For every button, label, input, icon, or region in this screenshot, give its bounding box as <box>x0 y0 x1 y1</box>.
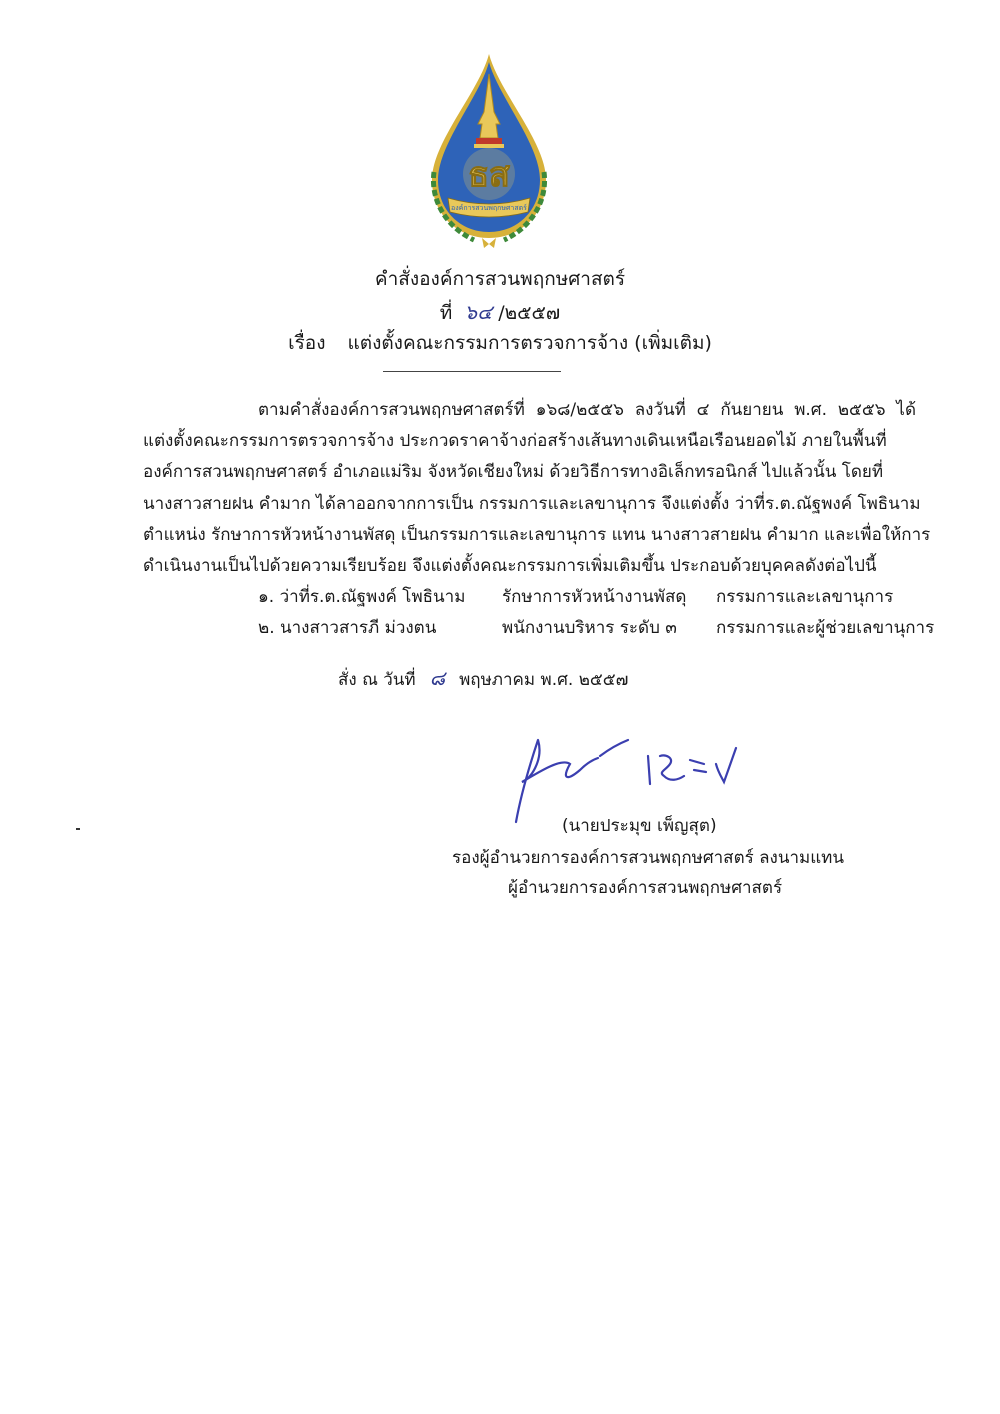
logo-bow <box>482 238 496 248</box>
date-prefix: สั่ง ณ วันที่ <box>338 670 416 690</box>
body-line-2: แต่งตั้งคณะกรรมการตรวจการจ้าง ประกวดราคาจ้างก่อสร้างเส้นทางเดินเหนือเรือนยอดไม้ ภายในพื้นที่ <box>143 431 887 451</box>
body-line-3: องค์การสวนพฤกษศาสตร์ อำเภอแม่ริม จังหวัดเชียงใหม่ ด้วยวิธีการทางอิเล็กทรอนิกส์ ไปแล้วนั้น โดยที่ <box>143 462 884 482</box>
body-line-1: ตามคำสั่งองค์การสวนพฤกษศาสตร์ที่ ๑๖๘/๒๕๕๖ ลงวันที่ ๔ กันยายน พ.ศ. ๒๕๕๖ ได้ <box>258 400 916 420</box>
member-1-role: กรรมการและเลขานุการ <box>716 587 894 607</box>
subject-text: แต่งตั้งคณะกรรมการตรวจการจ้าง (เพิ่มเติม) <box>347 332 712 354</box>
subject-label: เรื่อง <box>288 332 326 354</box>
order-number-suffix: /๒๕๕๗ <box>498 302 561 324</box>
member-2-position: พนักงานบริหาร ระดับ ๓ <box>502 618 677 638</box>
scan-speck <box>76 828 80 830</box>
logo-crown-band <box>476 138 502 144</box>
logo-crown-band-2 <box>474 144 504 148</box>
date-day-handwritten: ๘ <box>429 666 446 690</box>
signatory-title-line2: ผู้อำนวยการองค์การสวนพฤกษศาสตร์ <box>508 878 783 898</box>
order-number <box>0 296 1000 328</box>
signatory-title-line1: รองผู้อำนวยการองค์การสวนพฤกษศาสตร์ ลงนามแทน <box>452 848 845 868</box>
logo-emblem-text: ธส <box>468 155 510 195</box>
order-date <box>338 662 628 694</box>
organization-logo <box>424 52 554 252</box>
body-line-5: ตำแหน่ง รักษาการหัวหน้างานพัสดุ เป็นกรรมการและเลขานุการ แทน นางสาวสายฝน คำมาก และเพื่อให้การ <box>143 525 931 545</box>
order-subject <box>0 328 1000 358</box>
date-suffix: พฤษภาคม พ.ศ. ๒๕๕๗ <box>459 670 629 690</box>
order-title: คำสั่งองค์การสวนพฤกษศาสตร์ <box>374 268 626 290</box>
logo-ribbon-text: องค์การสวนพฤกษศาสตร์ <box>451 204 527 212</box>
member-1-name: ๑. ว่าที่ร.ต.ณัฐพงค์ โพธินาม <box>258 587 466 607</box>
member-2-role: กรรมการและผู้ช่วยเลขานุการ <box>716 618 935 638</box>
signatory-name: (นายประมุข เพ็ญสุต) <box>562 816 717 836</box>
member-1-position: รักษาการหัวหน้างานพัสดุ <box>502 587 687 607</box>
body-line-6: ดำเนินงานเป็นไปด้วยความเรียบร้อย จึงแต่งตั้งคณะกรรมการเพิ่มเติมขึ้น ประกอบด้วยบุคคลดังต่อไปนี้ <box>143 556 877 576</box>
body-line-4: นางสาวสายฝน คำมาก ได้ลาออกจากการเป็น กรรมการและเลขานุการ จึงแต่งตั้ง ว่าที่ร.ต.ณัฐพงค์ โพธินาม <box>143 494 921 514</box>
order-number-handwritten: ๖๔ <box>464 300 493 324</box>
member-2-name: ๒. นางสาวสารภี ม่วงตน <box>258 618 437 638</box>
handwritten-signature <box>508 730 743 825</box>
order-number-label: ที่ <box>439 302 453 324</box>
header-divider <box>383 371 561 372</box>
